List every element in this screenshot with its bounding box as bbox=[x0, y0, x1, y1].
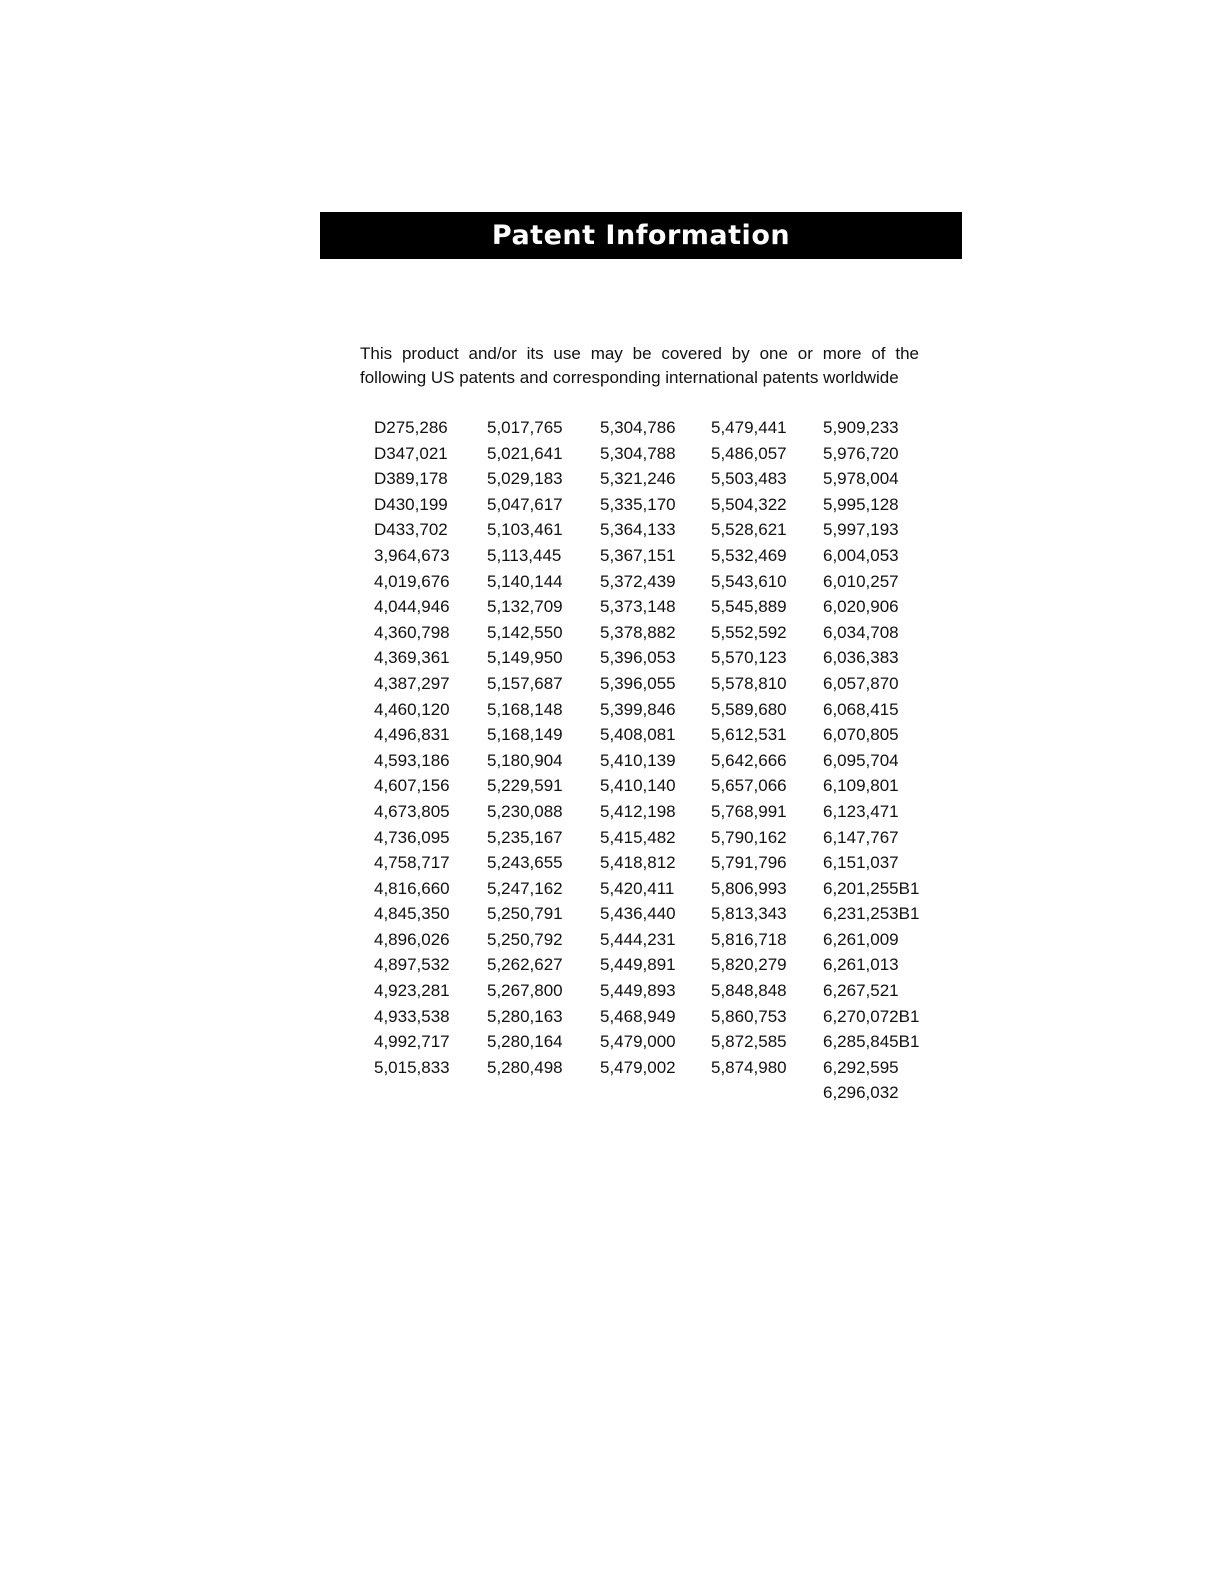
patent-number: 4,387,297 bbox=[374, 673, 450, 693]
patent-number: 5,552,592 bbox=[711, 622, 787, 642]
patent-number: 4,758,717 bbox=[374, 853, 450, 873]
patent-number: 6,123,471 bbox=[823, 801, 899, 821]
patent-number: 5,449,893 bbox=[600, 981, 676, 1001]
patent-number: 5,304,788 bbox=[600, 443, 676, 463]
patent-number: 5,543,610 bbox=[711, 571, 787, 591]
patent-number: 5,168,149 bbox=[487, 725, 563, 745]
patent-number: 5,860,753 bbox=[711, 1006, 787, 1026]
patent-number: 5,280,164 bbox=[487, 1032, 563, 1052]
patent-number: 5,408,081 bbox=[600, 725, 676, 745]
patent-number: 5,410,140 bbox=[600, 776, 676, 796]
patent-number: 5,479,002 bbox=[600, 1057, 676, 1077]
patent-number: 5,503,483 bbox=[711, 469, 787, 489]
patent-number: 5,578,810 bbox=[711, 673, 787, 693]
patent-number: 5,418,812 bbox=[600, 853, 676, 873]
patent-column-1 bbox=[374, 415, 487, 1106]
patent-number: D430,199 bbox=[374, 494, 448, 514]
patent-number: 5,816,718 bbox=[711, 929, 787, 949]
patent-number: 5,997,193 bbox=[823, 520, 899, 540]
patent-column-3 bbox=[600, 415, 711, 1106]
patent-number: 4,897,532 bbox=[374, 955, 450, 975]
patent-number: 5,504,322 bbox=[711, 494, 787, 514]
patent-number: 6,261,009 bbox=[823, 929, 899, 949]
patent-number: 5,528,621 bbox=[711, 520, 787, 540]
patent-number: 5,444,231 bbox=[600, 929, 676, 949]
patent-number: 6,034,708 bbox=[823, 622, 899, 642]
patent-number: 5,017,765 bbox=[487, 418, 563, 437]
patent-number: 5,132,709 bbox=[487, 597, 563, 617]
patent-number: 5,545,889 bbox=[711, 597, 787, 617]
patent-number: 5,874,980 bbox=[711, 1057, 787, 1077]
patent-number: 6,010,257 bbox=[823, 571, 899, 591]
patent-number: 4,923,281 bbox=[374, 981, 450, 1001]
patent-number: 5,321,246 bbox=[600, 469, 676, 489]
patent-number: 5,180,904 bbox=[487, 750, 563, 770]
patent-number: 5,364,133 bbox=[600, 520, 676, 540]
patent-number: 4,845,350 bbox=[374, 904, 450, 924]
patent-number: D389,178 bbox=[374, 469, 448, 489]
patent-column-5 bbox=[823, 415, 933, 1106]
patent-number: 5,657,066 bbox=[711, 776, 787, 796]
patent-number: 5,415,482 bbox=[600, 827, 676, 847]
patent-number: 5,479,000 bbox=[600, 1032, 676, 1052]
patent-number: 5,909,233 bbox=[823, 418, 899, 437]
patent-number: 5,976,720 bbox=[823, 443, 899, 463]
title-banner bbox=[320, 212, 962, 259]
patent-number: 6,095,704 bbox=[823, 750, 899, 770]
patent-number: 4,896,026 bbox=[374, 929, 450, 949]
patent-number: 5,790,162 bbox=[711, 827, 787, 847]
patent-number: 5,532,469 bbox=[711, 545, 787, 565]
patent-number: 5,995,128 bbox=[823, 494, 899, 514]
patent-number: 6,070,805 bbox=[823, 725, 899, 745]
patent-number: 5,140,144 bbox=[487, 571, 563, 591]
patent-number: 6,231,253B1 bbox=[823, 904, 920, 924]
patent-number: D275,286 bbox=[374, 418, 448, 437]
patent-number-table bbox=[374, 415, 933, 1106]
patent-number: 5,243,655 bbox=[487, 853, 563, 873]
patent-number: 4,369,361 bbox=[374, 648, 450, 668]
patent-number: 5,335,170 bbox=[600, 494, 676, 514]
patent-number: 5,021,641 bbox=[487, 443, 563, 463]
patent-number: 4,673,805 bbox=[374, 801, 450, 821]
page-title: Patent Information bbox=[491, 220, 791, 251]
patent-number: 4,019,676 bbox=[374, 571, 450, 591]
patent-number: 4,496,831 bbox=[374, 725, 450, 745]
patent-number: 6,292,595 bbox=[823, 1057, 899, 1077]
patent-number: 5,612,531 bbox=[711, 725, 787, 745]
patent-number: 4,460,120 bbox=[374, 699, 450, 719]
patent-number: 5,768,991 bbox=[711, 801, 787, 821]
patent-number: 5,247,162 bbox=[487, 878, 563, 898]
patent-number: 5,280,498 bbox=[487, 1057, 563, 1077]
patent-number: D347,021 bbox=[374, 443, 448, 463]
patent-number: 6,068,415 bbox=[823, 699, 899, 719]
patent-number: 5,872,585 bbox=[711, 1032, 787, 1052]
patent-number: 5,813,343 bbox=[711, 904, 787, 924]
patent-number: 6,109,801 bbox=[823, 776, 899, 796]
patent-number: 4,044,946 bbox=[374, 597, 450, 617]
patent-number: 6,261,013 bbox=[823, 955, 899, 975]
patent-number: 5,486,057 bbox=[711, 443, 787, 463]
patent-number: 5,642,666 bbox=[711, 750, 787, 770]
patent-number: 5,142,550 bbox=[487, 622, 563, 642]
patent-number: 5,262,627 bbox=[487, 955, 563, 975]
patent-number: 5,149,950 bbox=[487, 648, 563, 668]
patent-number: 5,410,139 bbox=[600, 750, 676, 770]
patent-number: 5,978,004 bbox=[823, 469, 899, 489]
patent-number: 5,250,792 bbox=[487, 929, 563, 949]
patent-number: 5,168,148 bbox=[487, 699, 563, 719]
patent-number: 6,201,255B1 bbox=[823, 878, 920, 898]
patent-number: 5,304,786 bbox=[600, 418, 676, 437]
patent-number: 5,230,088 bbox=[487, 801, 563, 821]
patent-number: 6,296,032 bbox=[823, 1083, 899, 1103]
patent-number: 5,029,183 bbox=[487, 469, 563, 489]
patent-number: 5,378,882 bbox=[600, 622, 676, 642]
patent-number: D433,702 bbox=[374, 520, 448, 540]
patent-number: 6,147,767 bbox=[823, 827, 899, 847]
patent-number: 6,004,053 bbox=[823, 545, 899, 565]
patent-number: 5,820,279 bbox=[711, 955, 787, 975]
patent-number: 5,157,687 bbox=[487, 673, 563, 693]
patent-number: 4,736,095 bbox=[374, 827, 450, 847]
patent-number: 5,570,123 bbox=[711, 648, 787, 668]
patent-number: 4,607,156 bbox=[374, 776, 450, 796]
patent-number: 6,270,072B1 bbox=[823, 1006, 920, 1026]
patent-number: 5,015,833 bbox=[374, 1057, 450, 1077]
patent-number: 5,449,891 bbox=[600, 955, 676, 975]
patent-number: 5,250,791 bbox=[487, 904, 563, 924]
patent-number: 4,593,186 bbox=[374, 750, 450, 770]
patent-number: 5,479,441 bbox=[711, 418, 787, 437]
patent-number: 5,399,846 bbox=[600, 699, 676, 719]
patent-number: 4,933,538 bbox=[374, 1006, 450, 1026]
patent-number: 6,020,906 bbox=[823, 597, 899, 617]
patent-number: 4,992,717 bbox=[374, 1032, 450, 1052]
intro-text: This product and/or its use may be covered by one or more of the following US patents and corresponding international patents worldwide bbox=[360, 344, 919, 387]
patent-number: 6,057,870 bbox=[823, 673, 899, 693]
patent-number: 4,816,660 bbox=[374, 878, 450, 898]
patent-number: 5,412,198 bbox=[600, 801, 676, 821]
patent-number: 5,848,848 bbox=[711, 981, 787, 1001]
patent-number: 5,113,445 bbox=[487, 545, 562, 565]
patent-number: 5,367,151 bbox=[600, 545, 676, 565]
patent-number: 5,235,167 bbox=[487, 827, 563, 847]
patent-number: 5,589,680 bbox=[711, 699, 787, 719]
patent-column-4 bbox=[711, 415, 823, 1106]
patent-number: 5,791,796 bbox=[711, 853, 787, 873]
patent-number: 5,047,617 bbox=[487, 494, 563, 514]
patent-number: 5,373,148 bbox=[600, 597, 676, 617]
patent-number: 5,420,411 bbox=[600, 878, 675, 898]
patent-number: 6,267,521 bbox=[823, 981, 899, 1001]
patent-number: 5,372,439 bbox=[600, 571, 676, 591]
patent-number: 5,103,461 bbox=[487, 520, 563, 540]
patent-number: 5,280,163 bbox=[487, 1006, 563, 1026]
patent-number: 5,396,055 bbox=[600, 673, 676, 693]
patent-column-2 bbox=[487, 415, 600, 1106]
patent-number: 6,285,845B1 bbox=[823, 1032, 920, 1052]
patent-number: 3,964,673 bbox=[374, 545, 450, 565]
patent-number: 6,036,383 bbox=[823, 648, 899, 668]
patent-number: 5,806,993 bbox=[711, 878, 787, 898]
patent-number: 5,468,949 bbox=[600, 1006, 676, 1026]
patent-number: 4,360,798 bbox=[374, 622, 450, 642]
patent-number: 5,267,800 bbox=[487, 981, 563, 1001]
patent-number: 6,151,037 bbox=[823, 853, 899, 873]
patent-number: 5,436,440 bbox=[600, 904, 676, 924]
patent-number: 5,229,591 bbox=[487, 776, 563, 796]
patent-number: 5,396,053 bbox=[600, 648, 676, 668]
